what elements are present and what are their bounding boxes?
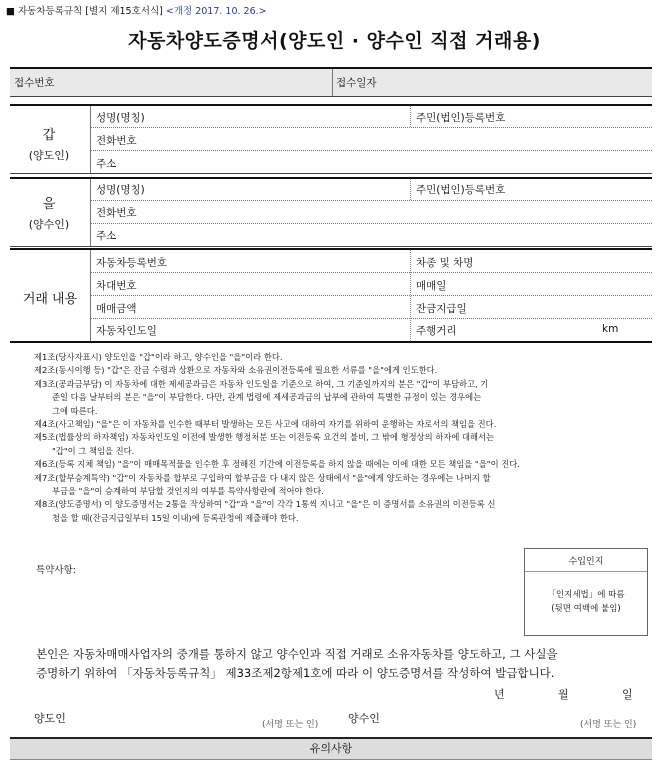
vin-field[interactable]: 차대번호 <box>96 280 137 292</box>
term-line: 제7조(할부승계특약) "갑"이 자동차를 할부로 구입하여 할부금을 다 내지 않은 상태에서 "을"에게 양도하는 경우에는 나머지 할 <box>34 472 491 483</box>
day-field[interactable]: 일 <box>622 688 633 701</box>
seller-sign-field[interactable]: (서명 또는 인) <box>262 720 319 730</box>
stamp-note-1: 「인지세법」에 따름 <box>547 590 625 600</box>
stamp-title: 수입인지 <box>525 549 647 572</box>
sale-amount-field[interactable]: 매매금액 <box>96 303 137 315</box>
page-title: 자동차양도증명서(양도인 · 양수인 직접 거래용) <box>128 30 541 52</box>
buyer-address-field[interactable]: 주소 <box>96 230 117 242</box>
delivery-date-field[interactable]: 자동차인도일 <box>96 325 157 337</box>
buyer-sign-field[interactable]: (서명 또는 인) <box>580 720 637 730</box>
special-terms-field[interactable]: 특약사항: <box>36 565 76 576</box>
km-unit: km <box>602 323 619 335</box>
term-line: 그에 따른다. <box>52 405 98 416</box>
term-line: 제5조(법률상의 하자책임) 자동차인도일 이전에 발생한 행정처분 또는 이전등록 요건의 불비, 그 밖에 형정상의 하자에 대해서는 <box>34 432 495 443</box>
term-line: 제3조(공과금부담) 이 자동차에 대한 제세공과금은 자동차 인도일을 기준으로 하여, 그 기준일까지의 분은 "갑"이 부담하고, 기 <box>34 378 489 389</box>
term-line: 부금을 "을"이 승계하여 부담할 것인지의 여부를 특약사항란에 적어야 한다. <box>52 486 324 497</box>
buyer-id-field[interactable]: 주민(법인)등록번호 <box>416 184 506 196</box>
term-line: 제8조(양도증명서) 이 양도증명서는 2통을 작성하여 "갑"과 "을"이 각각 1통씩 지니고 "을"은 이 증명서를 소유권의 이전등록 신 <box>34 499 496 510</box>
amendment-date: <개정 2017. 10. 26.> <box>165 6 267 17</box>
term-line: 제2조(동시이행 등) "갑"은 잔금 수령과 상환으로 자동차와 소유권이전등록에 필요한 서류를 "을"에게 인도한다. <box>34 365 438 376</box>
seller-signature-label: 양도인 <box>34 712 66 725</box>
seller-name-field[interactable]: 성명(명칭) <box>96 112 145 124</box>
mileage-field[interactable]: 주행거리 <box>416 325 457 337</box>
balance-date-field[interactable]: 잔금지급일 <box>416 303 467 315</box>
vehicle-type-field[interactable]: 차종 및 차명 <box>416 257 474 269</box>
party-b-section <box>10 177 652 247</box>
seller-id-field[interactable]: 주민(법인)등록번호 <box>416 112 506 124</box>
stamp-note-2: (뒷면 여백에 붙임) <box>551 604 621 614</box>
declaration-line-2: 증명하기 위하여 「자동차등록규칙」 제33조제2항제1호에 따라 이 양도증명서를 작성하여 발급합니다. <box>36 666 555 680</box>
receipt-number-label: 접수번호 <box>14 77 55 89</box>
term-line: 청을 할 때(잔금지급일부터 15일 이내)에 등록관청에 제출해야 한다. <box>52 512 299 523</box>
transaction-label: 거래 내용 <box>22 292 78 307</box>
party-a-label: 갑 (양도인) <box>28 128 70 162</box>
seller-phone-field[interactable]: 전화번호 <box>96 135 137 147</box>
buyer-name-field[interactable]: 성명(명칭) <box>96 184 145 196</box>
party-a-section <box>10 104 652 174</box>
revenue-stamp-box <box>524 548 648 636</box>
term-line: 준일 다음 날부터의 분은 "을"이 부담한다. 다만, 관계 법령에 제세공과금의 납부에 관하여 특별한 규정이 있는 경우에는 <box>52 392 482 403</box>
transaction-section <box>10 248 652 343</box>
buyer-signature-label: 양수인 <box>348 712 380 725</box>
declaration-line-1: 본인은 자동차매매사업자의 중개를 통하지 않고 양수인과 직접 거래로 소유자동차를 양도하고, 그 사실을 <box>36 647 558 661</box>
year-field[interactable]: 년 <box>494 688 505 701</box>
seller-address-field[interactable]: 주소 <box>96 158 117 170</box>
notes-footer: 유의사항 <box>10 737 652 760</box>
term-line: 제4조(사고책임) "을"은 이 자동차를 인수한 때부터 발생하는 모든 사고에 대하여 자기를 위하여 운행하는 자로서의 책임을 진다. <box>34 419 497 430</box>
term-line: "갑"이 그 책임을 진다. <box>52 445 135 456</box>
party-b-label: 을 (양수인) <box>28 197 70 231</box>
terms-list <box>34 351 646 525</box>
term-line: 제6조(등록 지체 책임) "을"이 매매목적물을 인수한 후 정해진 기간에 이전등록을 하지 않을 때에는 이에 대한 모든 책임을 "을"이 진다. <box>34 459 520 470</box>
receipt-row <box>10 67 652 97</box>
receipt-date-label: 접수일자 <box>336 77 377 89</box>
declaration <box>36 645 646 683</box>
term-line: 제1조(당사자표시) 양도인을 "갑"이라 하고, 양수인을 "을"이라 한다. <box>34 352 283 362</box>
form-ref-text: ■ 자동차등록규칙 [별지 제15호서식] <box>6 6 163 17</box>
form-reference <box>6 3 267 17</box>
buyer-phone-field[interactable]: 전화번호 <box>96 207 137 219</box>
sale-date-field[interactable]: 매매일 <box>416 280 447 292</box>
month-field[interactable]: 월 <box>558 688 569 701</box>
registration-number-field[interactable]: 자동차등록번호 <box>96 257 168 269</box>
